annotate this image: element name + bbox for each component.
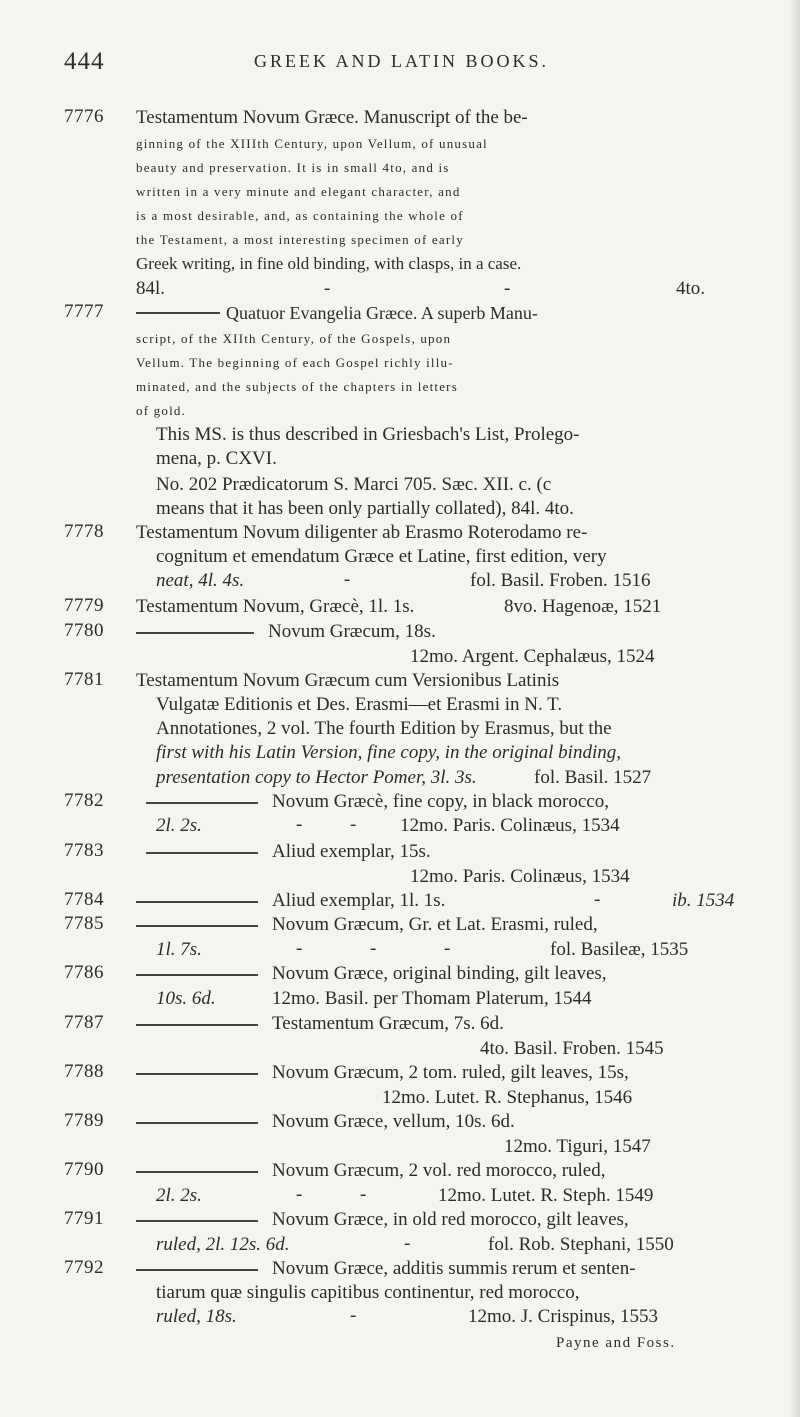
entry-number: 7784 xyxy=(64,889,104,910)
entry-imprint: 12mo. J. Crispinus, 1553 xyxy=(468,1306,659,1327)
entry-price: 84l. xyxy=(136,278,166,299)
entry-number: 7776 xyxy=(64,106,104,127)
entry-line: Testamentum Novum Græce. Manuscript of the be- xyxy=(136,107,528,128)
entry-imprint: 12mo. Argent. Cephalæus, 1524 xyxy=(410,646,655,667)
entry-imprint: 12mo. Paris. Colinæus, 1534 xyxy=(400,815,620,836)
entry-imprint: 12mo. Paris. Colinæus, 1534 xyxy=(410,866,630,887)
entry-number: 7785 xyxy=(64,913,104,934)
entry-line: is a most desirable, and, as containing the whole of xyxy=(136,208,464,223)
entry-line: Aliud exemplar, 15s. xyxy=(272,841,431,862)
running-head: GREEK AND LATIN BOOKS. xyxy=(254,51,549,71)
entry-line: Novum Græcum, 2 vol. red morocco, ruled, xyxy=(272,1160,606,1181)
entry-number: 7788 xyxy=(64,1061,104,1082)
entry-price: 1l. 7s. xyxy=(156,939,202,960)
entry-note: means that it has been only partially collated), 84l. 4to. xyxy=(156,498,574,519)
ditto-rule xyxy=(136,632,254,634)
ditto-rule xyxy=(136,1171,258,1173)
entry-line: tiarum quæ singulis capitibus continentur, red morocco, xyxy=(156,1282,580,1303)
entry-line: Novum Græcum, 18s. xyxy=(268,621,436,642)
ditto-rule xyxy=(136,1269,258,1271)
entry-note: This MS. is thus described in Griesbach's List, Prolego- xyxy=(156,424,580,445)
entry-line: presentation copy to Hector Pomer, 3l. 3s. xyxy=(156,767,477,788)
entry-line: Novum Græcum, Gr. et Lat. Erasmi, ruled, xyxy=(272,914,598,935)
entry-line: written in a very minute and elegant character, and xyxy=(136,184,461,199)
ditto-rule xyxy=(136,925,258,927)
entry-number: 7782 xyxy=(64,790,104,811)
page-header xyxy=(64,48,724,78)
ditto-rule xyxy=(146,802,258,804)
entry-imprint: fol. Basil. Froben. 1516 xyxy=(470,570,651,591)
ditto-rule xyxy=(136,974,258,976)
entry-line: Vellum. The beginning of each Gospel richly illu- xyxy=(136,355,454,370)
ditto-rule xyxy=(136,1220,258,1222)
entry-imprint: 12mo. Tiguri, 1547 xyxy=(504,1136,651,1157)
entry-line: first with his Latin Version, fine copy, in the original binding, xyxy=(156,742,621,763)
entry-number: 7787 xyxy=(64,1012,104,1033)
entry-line: Novum Græce, vellum, 10s. 6d. xyxy=(272,1111,515,1132)
book-page: 444 GREEK AND LATIN BOOKS. 7776 Testamentum Novum Græce. Manuscript of the be- ginning of the XIIIth Century, upon Vellum, of unusual beauty and preservation. It is in small 4to, and is written in a very minute and elegant character, and is a most desirable, and, as containing the whole of the Testament, a most interesting specimen of early Greek writing, in fine old binding, with clasps, in a case. 84l. - - 4to. 7777 Quatuor Evangelia Græce. A superb Manu- script, of the XIIth Century, of the Gospels, upon Vellum. The beginning of each Gospel richly illu- minated, and the subjects of the chapters in letters of gold. This MS. is thus described in Griesbach's List, Prolego- mena, p. CXVI. No. 202 Prædicatorum S. Marci 705. Sæc. XII. c. (c means that it has been only partially collated), 84l. 4to. 7778 Testamentum Novum diligenter ab Erasmo Roterodamo re- cognitum et emendatum Græce et Latine, first edition, very neat, 4l. 4s. - fol. Basil. Froben. 1516 7779 Testamentum Novum, Græcè, 1l. 1s. 8vo. Hagenoæ, 1521 7780 Novum Græcum, 18s. 12mo. Argent. Cephalæus, 1524 7781 Testamentum Novum Græcum cum Versionibus Latinis Vulgatæ Editionis et Des. Erasmi—et Erasmi in N. T. Annotationes, 2 vol. The fourth Edition by Erasmus, but the first with his Latin Version, fine copy, in the original binding, presentation copy to Hector Pomer, 3l. 3s. fol. Basil. 1527 7782 Novum Græcè, fine copy, in black morocco, 2l. 2s. - - 12mo. Paris. Colinæus, 1534 7783 Aliud exemplar, 15s. 12mo. Paris. Colinæus, 1534 7784 Aliud exemplar, 1l. 1s. - ib. 1534 7785 Novum Græcum, Gr. et Lat. Erasmi, ruled, 1l. 7s. - - - fol. Basileæ, 1535 7786 Novum Græce, original binding, gilt leaves, 10s. 6d. 12mo. Basil. per Thomam Platerum, 1544 7787 Testamentum Græcum, 7s. 6d. 4to. Basil. Froben. 1545 7788 Novum Græcum, 2 tom. ruled, gilt leaves, 15s, 12mo. Lutet. R. Stephanus, 1546 7789 Novum Græce, vellum, 10s. 6d. 12mo. Tiguri, 1547 7790 Novum Græcum, 2 vol. red morocco, ruled, 2l. 2s. - - 12mo. Lutet. R. Steph. 1549 7791 Novum Græce, in old red morocco, gilt leaves, ruled, 2l. 12s. 6d. - fol. Rob. Stephani, 1550 7792 Novum Græce, additis summis rerum et senten- tiarum quæ singulis capitibus continentur, red morocco, ruled, 18s. - 12mo. J. Crispinus, 1553 Payne and Foss. xyxy=(0,0,800,1417)
entry-line: cognitum et emendatum Græce et Latine, first edition, very xyxy=(156,546,607,567)
entry-price: ruled, 2l. 12s. 6d. xyxy=(156,1234,290,1255)
entry-imprint: fol. Basil. 1527 xyxy=(534,767,652,788)
entry-format: 4to. xyxy=(676,278,706,299)
entry-line: Testamentum Novum diligenter ab Erasmo Roterodamo re- xyxy=(136,522,588,543)
entry-price: 10s. 6d. xyxy=(156,988,216,1009)
entry-line: Novum Græcè, fine copy, in black morocco, xyxy=(272,791,609,812)
entry-imprint: ib. 1534 xyxy=(672,890,735,911)
entry-line: Aliud exemplar, 1l. 1s. xyxy=(272,890,446,911)
entry-imprint: 8vo. Hagenoæ, 1521 xyxy=(504,596,662,617)
entry-imprint: fol. Basileæ, 1535 xyxy=(550,939,689,960)
entry-line: Novum Græce, in old red morocco, gilt leaves, xyxy=(272,1209,629,1230)
page-edge-shadow xyxy=(790,0,800,1417)
entry-line: Quatuor Evangelia Græce. A superb Manu- xyxy=(226,303,538,323)
entry-number: 7777 xyxy=(64,301,104,322)
entry-number: 7779 xyxy=(64,595,104,616)
entry-line: beauty and preservation. It is in small 4to, and is xyxy=(136,160,450,175)
entry-line: Annotationes, 2 vol. The fourth Edition by Erasmus, but the xyxy=(156,718,612,739)
ditto-rule xyxy=(136,312,220,314)
entry-line: Novum Græcum, 2 tom. ruled, gilt leaves, 15s, xyxy=(272,1062,629,1083)
entry-line: Vulgatæ Editionis et Des. Erasmi—et Erasmi in N. T. xyxy=(156,694,563,715)
page-number: 444 xyxy=(64,48,105,75)
ditto-rule xyxy=(136,901,258,903)
entry-note: mena, p. CXVI. xyxy=(156,448,277,469)
entry-line: Novum Græce, additis summis rerum et senten- xyxy=(272,1258,636,1279)
entry-imprint: 12mo. Lutet. R. Steph. 1549 xyxy=(438,1185,654,1206)
entry-line: the Testament, a most interesting specimen of early xyxy=(136,232,464,247)
entry-number: 7789 xyxy=(64,1110,104,1131)
entry-number: 7780 xyxy=(64,620,104,641)
entry-number: 7792 xyxy=(64,1257,104,1278)
ditto-rule xyxy=(136,1073,258,1075)
entry-line: Greek writing, in fine old binding, with clasps, in a case. xyxy=(136,254,522,273)
entry-number: 7791 xyxy=(64,1208,104,1229)
entry-line: Novum Græce, original binding, gilt leaves, xyxy=(272,963,607,984)
entry-number: 7778 xyxy=(64,521,104,542)
entry-price: 2l. 2s. xyxy=(156,1185,202,1206)
printer-imprint: Payne and Foss. xyxy=(556,1335,676,1351)
entry-line: neat, 4l. 4s. xyxy=(156,570,245,591)
entry-line: minated, and the subjects of the chapters in letters xyxy=(136,379,458,394)
entry-line: ginning of the XIIIth Century, upon Vellum, of unusual xyxy=(136,136,488,151)
entry-number: 7783 xyxy=(64,840,104,861)
entry-price: ruled, 18s. xyxy=(156,1306,237,1327)
entry-line: of gold. xyxy=(136,403,187,418)
entry-price: 2l. 2s. xyxy=(156,815,202,836)
entry-line: script, of the XIIth Century, of the Gospels, upon xyxy=(136,331,452,346)
entry-line: Testamentum Græcum, 7s. 6d. xyxy=(272,1013,504,1034)
entry-imprint: 4to. Basil. Froben. 1545 xyxy=(480,1038,664,1059)
entry-imprint: 12mo. Basil. per Thomam Platerum, 1544 xyxy=(272,988,592,1009)
entry-imprint: 12mo. Lutet. R. Stephanus, 1546 xyxy=(382,1087,633,1108)
entry-imprint: fol. Rob. Stephani, 1550 xyxy=(488,1234,674,1255)
entry-line: Testamentum Novum, Græcè, 1l. 1s. xyxy=(136,596,415,617)
entry-line: Testamentum Novum Græcum cum Versionibus Latinis xyxy=(136,670,560,691)
entry-number: 7786 xyxy=(64,962,104,983)
entry-number: 7790 xyxy=(64,1159,104,1180)
entry-note: No. 202 Prædicatorum S. Marci 705. Sæc. XII. c. (c xyxy=(156,474,552,495)
ditto-rule xyxy=(146,852,258,854)
ditto-rule xyxy=(136,1122,258,1124)
ditto-rule xyxy=(136,1024,258,1026)
entry-number: 7781 xyxy=(64,669,104,690)
